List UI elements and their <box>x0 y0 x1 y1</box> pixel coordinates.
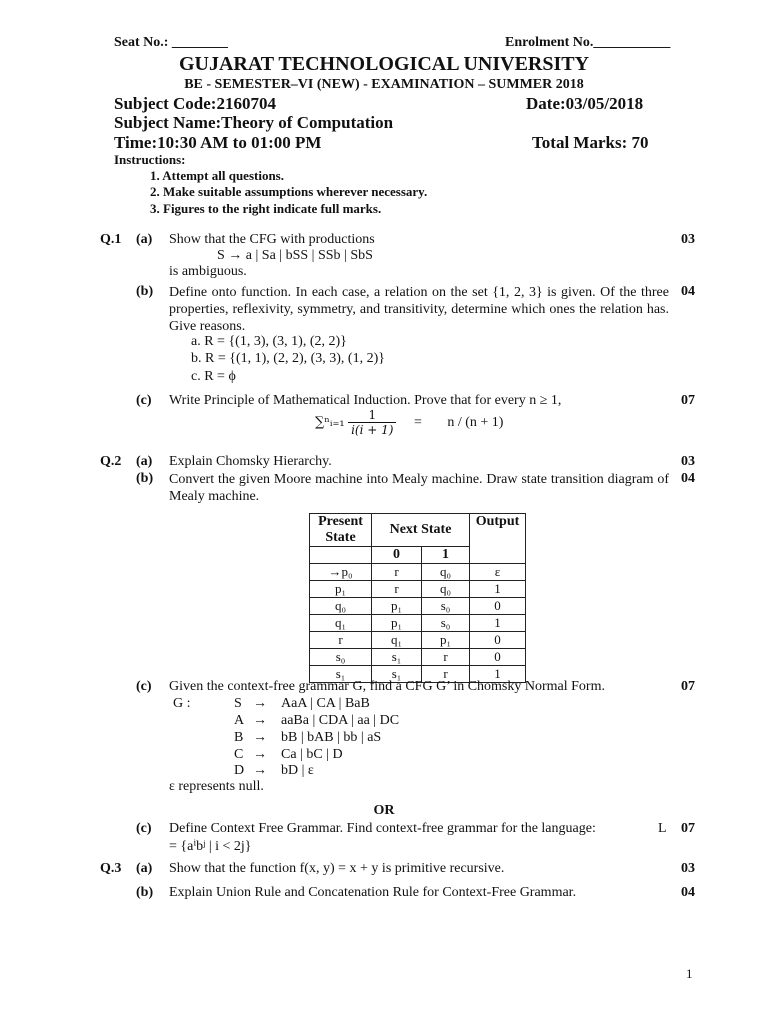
arrow-icon: → <box>253 713 267 728</box>
language-definition: = {aⁱbʲ | i < 2j} <box>169 839 252 854</box>
exam-title: BE - SEMESTER–VI (NEW) - EXAMINATION – SUMMER 2018 <box>184 77 584 92</box>
table-cell: p₁ <box>310 581 372 598</box>
part-label: (a) <box>136 861 153 876</box>
table-cell: q₁ <box>310 615 372 632</box>
table-cell: 0 <box>470 632 526 649</box>
rule-lhs: A <box>234 713 245 728</box>
subject-code: Subject Code:2160704 <box>114 94 276 113</box>
rule-lhs: S <box>234 696 242 711</box>
question-text: Show that the CFG with productions <box>169 232 375 247</box>
rule-lhs: D <box>234 763 245 778</box>
rule-rhs: bD | ε <box>281 763 314 778</box>
table-subheader-0: 0 <box>372 547 422 564</box>
part-label: (b) <box>136 284 154 299</box>
table-cell: p₁ <box>372 598 422 615</box>
exam-date: Date:03/05/2018 <box>526 94 644 113</box>
rule-lhs: C <box>234 747 244 762</box>
question-text: Show that the function f(x, y) = x + y is primitive recursive. <box>169 861 505 876</box>
table-row <box>310 632 526 649</box>
question-text: Define Context Free Grammar. Find context-free grammar for the language: <box>169 821 596 836</box>
fraction-numerator: 1 <box>348 408 396 423</box>
rule-rhs: Ca | bC | D <box>281 747 343 762</box>
null-note: ε represents null. <box>169 779 264 794</box>
table-cell: r <box>372 581 422 598</box>
question-text: Explain Chomsky Hierarchy. <box>169 454 332 469</box>
marks: 04 <box>681 885 695 900</box>
enrolment-no: Enrolment No.___________ <box>505 35 671 50</box>
part-label: (b) <box>136 885 154 900</box>
equals-sign: = <box>413 414 422 430</box>
question-text: Explain Union Rule and Concatenation Rule for Context-Free Grammar. <box>169 885 577 900</box>
table-subheader-1: 1 <box>422 547 470 564</box>
table-header-output: Output <box>470 514 526 564</box>
marks: 07 <box>681 393 695 408</box>
part-label: (a) <box>136 454 153 469</box>
part-label: (b) <box>136 471 154 486</box>
summation-symbol: ∑ⁿᵢ₌₁ <box>315 415 345 430</box>
question-text: Convert the given Moore machine into Mealy machine. Draw state transition diagram of Mealy machine. <box>169 472 669 504</box>
relation-item: c. R = ϕ <box>191 369 236 384</box>
table-cell: p₁ <box>372 615 422 632</box>
grammar-label: G : <box>173 696 191 711</box>
table-header-present-spacer <box>310 547 372 564</box>
instruction-1: 1. Attempt all questions. <box>150 168 284 183</box>
total-marks: Total Marks: 70 <box>532 133 649 152</box>
instruction-3: 3. Figures to the right indicate full marks. <box>150 201 382 216</box>
table-cell: 0 <box>470 649 526 666</box>
table-cell: s₁ <box>372 649 422 666</box>
arrow-icon: → <box>253 696 267 711</box>
question-text: Write Principle of Mathematical Induction. Prove that for every n ≥ 1, <box>169 393 562 408</box>
instruction-2: 2. Make suitable assumptions wherever necessary. <box>150 184 428 199</box>
marks: 07 <box>681 821 695 836</box>
table-cell: s₀ <box>422 615 470 632</box>
page-number: 1 <box>686 966 693 981</box>
arrow-icon: → <box>253 730 267 745</box>
question-text: Define onto function. In each case, a relation on the set {1, 2, 3} is given. Of the three properties, reflexivity, symmetry, and transitivity, determine which ones the relation has. Give reasons. <box>169 285 669 334</box>
header-text: Present State <box>318 514 363 545</box>
question-text: Given the context-free grammar G, find a CFG G’ in Chomsky Normal Form. <box>169 679 605 694</box>
question-label: Q.2 <box>100 454 122 469</box>
relation-item: a. R = {(1, 3), (3, 1), (2, 2)} <box>191 334 347 349</box>
question-text: is ambiguous. <box>169 264 247 279</box>
fraction-denominator: i(i + 1) <box>351 423 394 437</box>
table-cell: 1 <box>470 666 526 683</box>
marks: 04 <box>681 284 695 299</box>
table-cell: q₁ <box>372 632 422 649</box>
table-cell: s₀ <box>310 649 372 666</box>
marks: 03 <box>681 861 695 876</box>
language-symbol: L <box>658 821 667 836</box>
table-cell: q₀ <box>422 581 470 598</box>
university-title: GUJARAT TECHNOLOGICAL UNIVERSITY <box>178 53 590 75</box>
table-cell: 1 <box>470 615 526 632</box>
table-cell: s₁ <box>372 666 422 683</box>
table-row <box>310 581 526 598</box>
marks: 07 <box>681 679 695 694</box>
table-cell: r <box>422 666 470 683</box>
part-label: (a) <box>136 232 153 247</box>
subject-name: Subject Name:Theory of Computation <box>114 113 394 132</box>
instructions-label: Instructions: <box>114 152 186 167</box>
rule-lhs: B <box>234 730 244 745</box>
table-cell: q₀ <box>310 598 372 615</box>
table-cell: r <box>372 564 422 581</box>
table-cell: s₁ <box>310 666 372 683</box>
table-cell: ε <box>470 564 526 581</box>
question-label: Q.3 <box>100 861 122 876</box>
table-row <box>310 615 526 632</box>
moore-machine-table <box>309 513 526 683</box>
table-row <box>310 564 526 581</box>
table-cell: p₁ <box>422 632 470 649</box>
arrow-icon: → <box>253 763 267 778</box>
production-rule: S → a | Sa | bSS | SSb | SbS <box>217 248 373 263</box>
or-separator: OR <box>373 803 395 818</box>
table-cell: s₀ <box>422 598 470 615</box>
table-header-present <box>310 514 372 547</box>
marks: 03 <box>681 232 695 247</box>
question-label: Q.1 <box>100 232 122 247</box>
table-cell: 0 <box>470 598 526 615</box>
table-header-next: Next State <box>372 514 470 547</box>
rule-rhs: AaA | CA | BaB <box>281 696 370 711</box>
rule-rhs: bB | bAB | bb | aS <box>281 730 382 745</box>
table-cell: 1 <box>470 581 526 598</box>
fraction <box>348 408 396 437</box>
relation-item: b. R = {(1, 1), (2, 2), (3, 3), (1, 2)} <box>191 351 385 366</box>
seat-no: Seat No.: ________ <box>114 35 228 50</box>
table-cell: r <box>422 649 470 666</box>
table-cell: →p₀ <box>310 564 372 581</box>
marks: 04 <box>681 471 695 486</box>
rule-rhs: aaBa | CDA | aa | DC <box>281 713 400 728</box>
exam-time: Time:10:30 AM to 01:00 PM <box>114 133 322 152</box>
part-label: (c) <box>136 679 152 694</box>
marks: 03 <box>681 454 695 469</box>
table-body <box>310 564 526 683</box>
arrow-icon: → <box>253 747 267 762</box>
table-cell: q₀ <box>422 564 470 581</box>
part-label: (c) <box>136 821 152 836</box>
table-row <box>310 649 526 666</box>
summation-formula <box>315 408 503 437</box>
part-label: (c) <box>136 393 152 408</box>
table-cell: r <box>310 632 372 649</box>
table-row <box>310 598 526 615</box>
formula-rhs: n / (n + 1) <box>447 414 504 430</box>
